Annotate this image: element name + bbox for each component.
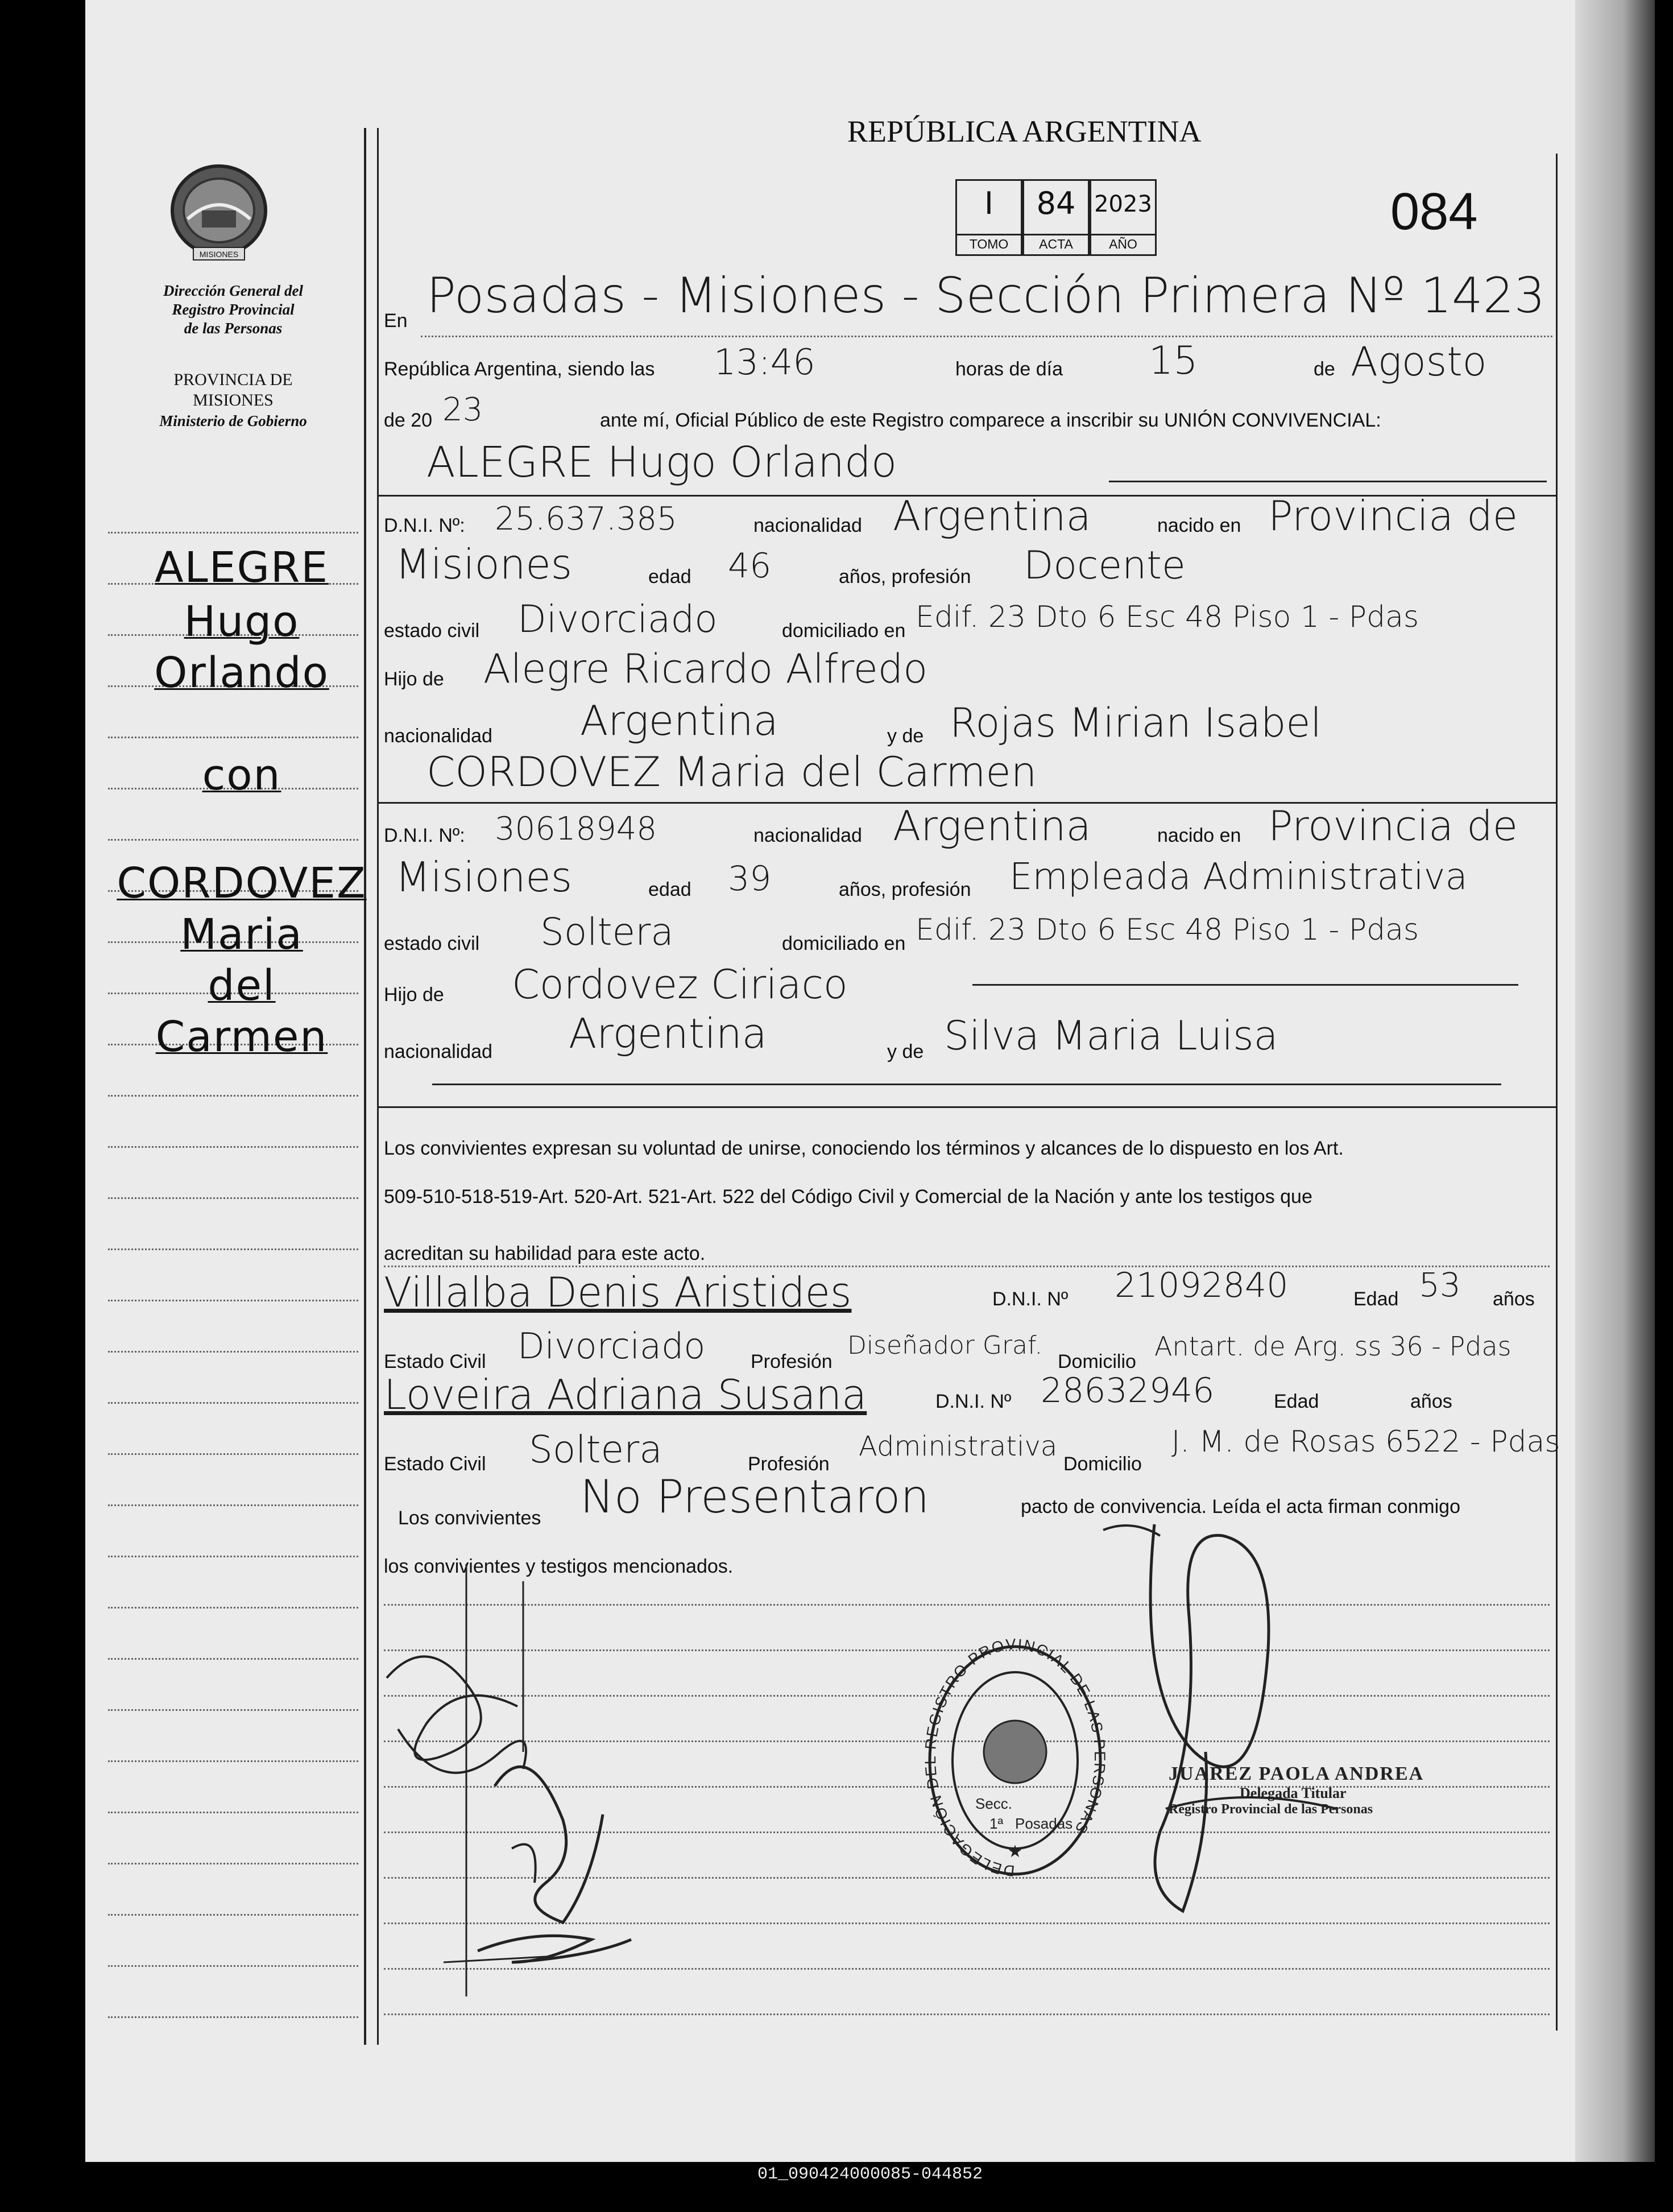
p2-age-value: 39: [728, 859, 772, 899]
acta-value: 84: [1036, 185, 1076, 221]
p2-civil-value: Soltera: [540, 910, 674, 954]
p1-father-value: Alegre Ricardo Alfredo: [483, 646, 928, 692]
document-page: [85, 0, 1655, 2187]
official-round-stamp: [921, 1638, 1109, 1883]
country-title: REPÚBLICA ARGENTINA: [847, 114, 1202, 148]
w1-label-anos: años: [1493, 1288, 1535, 1310]
w2-label-civil: Estado Civil: [384, 1453, 486, 1475]
province-block: [111, 370, 355, 431]
p2-nationality-value: Argentina: [893, 802, 1091, 850]
stamp-inner-num: 1ª: [989, 1815, 1004, 1832]
w1-dni-value: 21092840: [1115, 1266, 1289, 1305]
w1-profession-value: Diseñador Graf.: [847, 1331, 1043, 1360]
p1-civil-value: Divorciado: [517, 597, 718, 641]
p2-parents-nationality-value: Argentina: [569, 1010, 767, 1057]
margin-name-surname-1: ALEGRE: [154, 543, 329, 592]
person1-full-name: ALEGRE Hugo Orlando: [426, 438, 897, 487]
ano-value: 2023: [1094, 191, 1152, 217]
w1-label-profesion: Profesión: [751, 1351, 833, 1372]
p2-label-edad: edad: [648, 879, 691, 900]
closing-pact-text: pacto de convivencia. Leída el acta firman conmigo: [1021, 1496, 1461, 1518]
province-line-2: MISIONES: [193, 391, 274, 410]
stamp-inner-city: Posadas: [1015, 1815, 1073, 1832]
form-right-border: [1556, 154, 1558, 2031]
closing-line-2: los convivientes y testigos mencionados.: [384, 1556, 734, 1577]
p2-dni-value: 30618948: [495, 811, 657, 847]
p1-label-profesion: años, profesión: [839, 566, 971, 588]
p1-label-civil: estado civil: [384, 620, 480, 642]
delegate-name: JUAREZ PAOLA ANDREA: [1169, 1763, 1424, 1784]
place-value: Posadas - Misiones - Sección Primera Nº 1423: [426, 267, 1546, 324]
p1-mother-value: Rojas Mirian Isabel: [950, 700, 1322, 746]
p2-label-nacionalidad: nacionalidad: [753, 825, 862, 846]
declaration-line-1: Los convivientes expresan su voluntad de unirse, conociendo los términos y alcances de lo dispuesto en los Art.: [384, 1138, 1344, 1159]
institution-name: [111, 282, 355, 338]
p2-profession-value: Empleada Administrativa: [1009, 856, 1468, 898]
record-number: 084: [1390, 183, 1478, 241]
declaration-line-3: acreditan su habilidad para este acto.: [384, 1243, 706, 1264]
p2-born-value-b: Misiones: [395, 853, 573, 901]
p2-blank-line: [432, 1084, 1501, 1085]
p2-father-value: Cordovez Ciriaco: [512, 961, 848, 1008]
section-divider-3: [377, 1106, 1556, 1108]
w2-label-domicilio: Domicilio: [1063, 1453, 1142, 1475]
delegate-office: Registro Provincial de las Personas: [1169, 1802, 1373, 1817]
label-de-month: de: [1314, 358, 1335, 380]
p1-dni-value: 25.637.385: [495, 501, 677, 538]
day-value: 15: [1149, 338, 1198, 383]
p1-label-nacionalidad: nacionalidad: [753, 515, 862, 536]
delegate-title: Delegada Titular: [1240, 1785, 1347, 1801]
w1-label-domicilio: Domicilio: [1058, 1351, 1136, 1372]
label-republica: República Argentina, siendo las: [384, 358, 655, 380]
p1-age-value: 46: [728, 546, 772, 586]
p2-label-nacido: nacido en: [1157, 825, 1241, 846]
p1-born-value-b: Misiones: [395, 540, 573, 588]
p2-label-yde: y de: [887, 1041, 924, 1062]
p1-label-nacido: nacido en: [1157, 515, 1241, 536]
p1-label-dni: D.N.I. Nº:: [384, 515, 465, 536]
w2-label-anos: años: [1410, 1391, 1452, 1412]
p2-label-civil: estado civil: [384, 933, 480, 954]
province-seal: [162, 156, 276, 264]
p2-father-line: [972, 984, 1518, 986]
margin-name-middle-1: Orlando: [154, 648, 329, 697]
p2-label-dni: D.N.I. Nº:: [384, 825, 465, 846]
tomo-acta-ano-box: [955, 179, 1157, 256]
margin-name-first-2: Maria: [180, 910, 303, 959]
label-horas: horas de día: [955, 358, 1063, 380]
p1-label-nacionalidad-parents: nacionalidad: [384, 725, 492, 747]
year-value: 23: [442, 391, 483, 428]
w1-label-edad: Edad: [1353, 1288, 1399, 1310]
delegate-signature: [1098, 1513, 1461, 1957]
p2-label-profesion: años, profesión: [839, 879, 971, 900]
person2-full-name: CORDOVEZ Maria del Carmen: [426, 748, 1037, 796]
declaration-line-2: 509-510-518-519-Art. 520-Art. 521-Art. 522 del Código Civil y Comercial de la Nación y ante los testigos que: [384, 1186, 1312, 1208]
label-ante: ante mí, Oficial Público de este Registro comparece a inscribir su UNIÓN CONVIVENCIAL:: [600, 410, 1381, 431]
ano-label: AÑO: [1091, 234, 1155, 252]
w2-name-value: Loveira Adriana Susana: [384, 1371, 867, 1419]
witness-signatures: [375, 1564, 796, 2008]
w2-profession-value: Administrativa: [859, 1430, 1058, 1462]
page-binding-edge: [1575, 0, 1655, 2187]
stamp-inner-secc: Secc.: [975, 1795, 1013, 1812]
margin-name-surname-2: CORDOVEZ: [117, 859, 367, 908]
acta-label: ACTA: [1024, 234, 1088, 252]
closing-label-convivientes: Los convivientes: [398, 1507, 541, 1529]
closing-pact-value: No Presentaron: [580, 1470, 930, 1523]
stamp-star-icon: ★: [1007, 1842, 1023, 1861]
w2-label-profesion: Profesión: [748, 1453, 830, 1475]
p2-born-value-a: Provincia de: [1268, 802, 1518, 850]
place-dotted-line: [421, 336, 1552, 337]
p2-address-value: Edif. 23 Dto 6 Esc 48 Piso 1 - Pdas: [916, 913, 1419, 947]
p1-address-value: Edif. 23 Dto 6 Esc 48 Piso 1 - Pdas: [916, 600, 1419, 634]
p2-label-hijo: Hijo de: [384, 984, 444, 1006]
tomo-cell: [955, 179, 1022, 256]
month-value: Agosto: [1351, 338, 1487, 385]
seal-label: MISIONES: [199, 250, 239, 259]
w2-address-value: J. M. de Rosas 6522 - Pdas: [1171, 1425, 1560, 1459]
p2-mother-value: Silva Maria Luisa: [944, 1012, 1278, 1059]
margin-name-last-2: Carmen: [155, 1012, 328, 1061]
margin-name-first-1: Hugo: [184, 597, 300, 646]
tomo-label: TOMO: [957, 234, 1021, 252]
scan-filename-footer: 01_090424000085-044852: [85, 2162, 1655, 2187]
w2-label-dni: D.N.I. Nº: [935, 1391, 1012, 1412]
p2-label-domiciliado: domiciliado en: [782, 933, 906, 954]
left-margin-rule: [364, 128, 366, 2045]
p1-label-domiciliado: domiciliado en: [782, 620, 906, 642]
institution-line-3: de las Personas: [184, 320, 283, 337]
institution-line-1: Dirección General del: [163, 282, 303, 299]
province-line-1: PROVINCIA DE: [173, 370, 293, 389]
p2-label-nacionalidad-parents: nacionalidad: [384, 1041, 492, 1062]
p1-profession-value: Docente: [1024, 543, 1186, 588]
declaration-rule: [384, 1266, 1550, 1267]
w1-label-dni: D.N.I. Nº: [992, 1288, 1069, 1310]
w1-name-value: Villalba Denis Aristides: [384, 1268, 852, 1316]
p1-nationality-value: Argentina: [893, 492, 1091, 540]
w2-dni-value: 28632946: [1041, 1371, 1215, 1411]
label-year: de 20: [384, 410, 433, 431]
tomo-value: I: [984, 185, 993, 221]
person1-name-line: [1109, 481, 1547, 482]
stamp-ring-text: DELEGACIÓN DEL REGISTRO PROVINCIAL DE LAS PERSONAS: [921, 1638, 1109, 1880]
ministry-line: Ministerio de Gobierno: [159, 412, 307, 429]
margin-name-con: con: [202, 751, 281, 800]
w1-label-civil: Estado Civil: [384, 1351, 486, 1372]
p1-parents-nationality-value: Argentina: [580, 697, 778, 745]
time-value: 13:46: [714, 341, 815, 383]
p1-born-value-a: Provincia de: [1268, 492, 1518, 540]
margin-name-middle-2: del: [208, 961, 276, 1010]
acta-cell: [1022, 179, 1090, 256]
w1-address-value: Antart. de Arg. ss 36 - Pdas: [1154, 1331, 1512, 1362]
w2-label-edad: Edad: [1274, 1391, 1319, 1412]
w1-civil-value: Divorciado: [517, 1325, 706, 1367]
p1-label-edad: edad: [648, 566, 691, 588]
w2-civil-value: Soltera: [529, 1428, 662, 1471]
institution-line-2: Registro Provincial: [172, 301, 295, 318]
p1-label-yde: y de: [887, 725, 924, 747]
ano-cell: [1090, 179, 1157, 256]
w1-age-value: 53: [1419, 1266, 1461, 1304]
p1-label-hijo: Hijo de: [384, 668, 444, 690]
label-en: En: [384, 310, 408, 332]
